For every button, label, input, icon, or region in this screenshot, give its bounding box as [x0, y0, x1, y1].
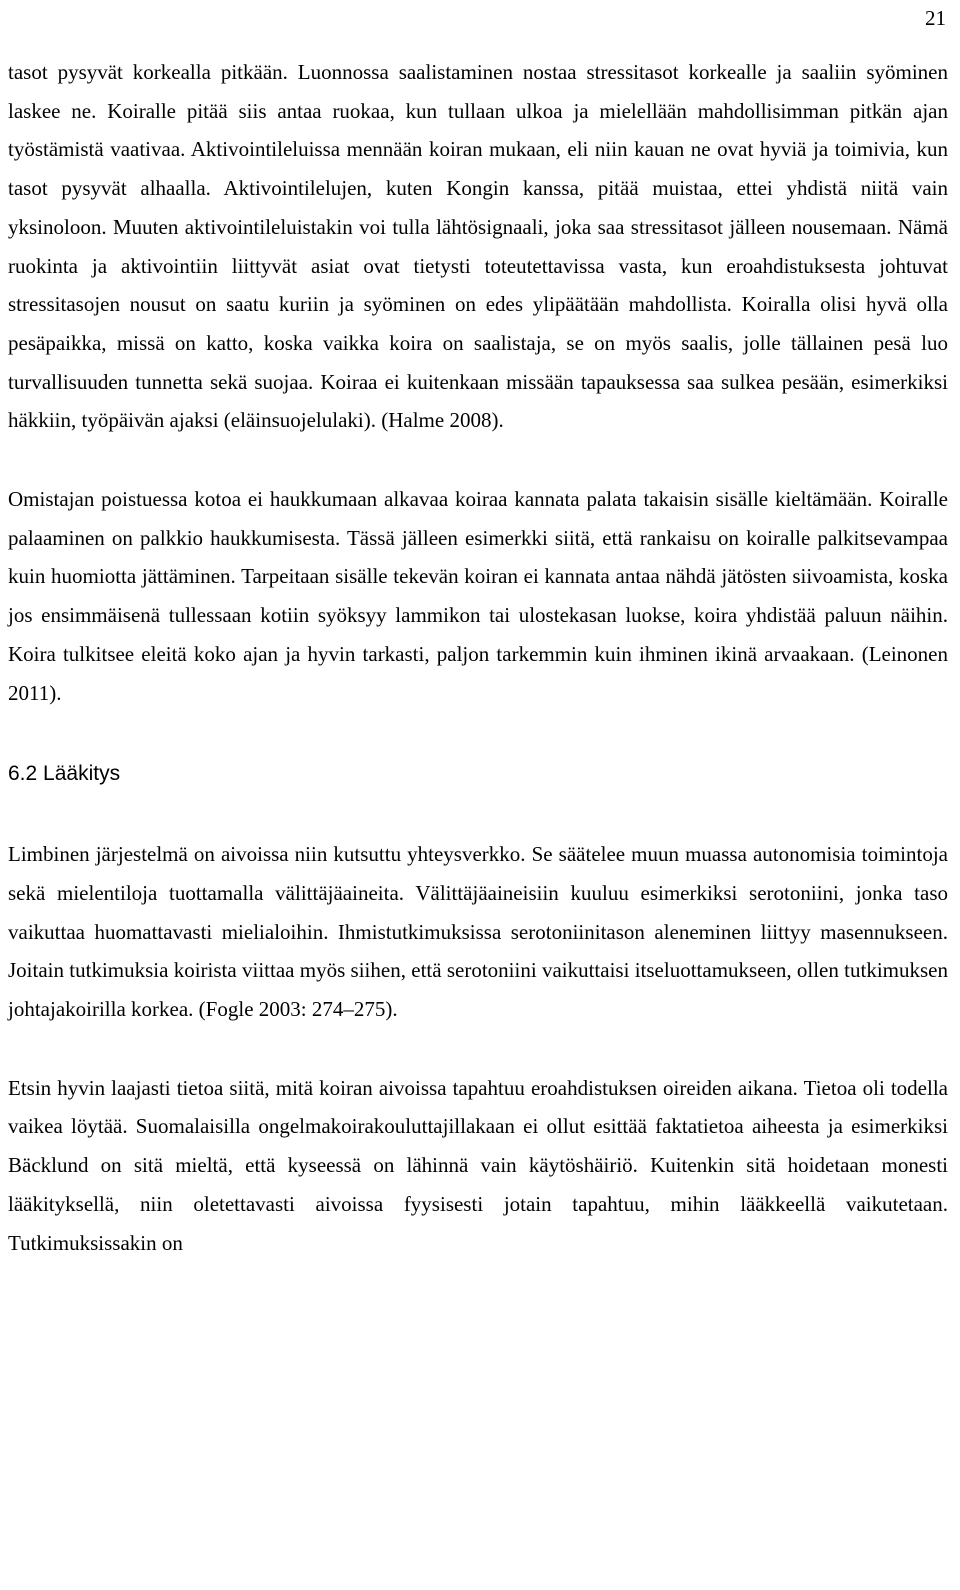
paragraph-owner-leaving: Omistajan poistuessa kotoa ei haukkumaan alkavaa koiraa kannata palata takaisin sisälle kieltämään. Koiralle palaaminen on palkkio haukkumisesta. Tässä jälleen esimerkki siitä, että rankaisu on koiralle palkitsevampaa kuin huomiotta jättäminen. Tarpeitaan sisälle tekevän koiran ei kannata antaa nähdä jätösten siivoamista, koska jos ensimmäisenä tullessaan kotiin syöksyy lammikon tai ulostekasan luokse, koira yhdistää paluun näihin. Koira tulkitsee eleitä koko ajan ja hyvin tarkasti, paljon tarkemmin kuin ihminen ikinä arvaakaan. (Leinonen 2011). — [8, 487, 948, 705]
paragraph-stress-feeding: tasot pysyvät korkealla pitkään. Luonnossa saalistaminen nostaa stressitasot korkealle ja saaliin syöminen laskee ne. Koiralle pitää siis antaa ruokaa, kun tullaan ulkoa ja mielellään mahdollisimman pitkän ajan työstämistä vaativaa. Aktivointileluissa mennään koiran mukaan, eli niin kauan ne ovat hyviä ja toimivia, kun tasot pysyvät alhaalla. Aktivointilelujen, kuten Kongin kanssa, pitää muistaa, ettei yhdistä niitä vain yksinoloon. Muuten aktivointileluistakin voi tulla lähtösignaali, joka saa stressitasot jälleen nousemaan. Nämä ruokinta ja aktivointiin liittyvät asiat ovat tietysti toteutettavissa vasta, kun eroahdistuksesta johtuvat stressitasojen nousut on saatu kuriin ja syöminen on edes ylipäätään mahdollista. Koiralla olisi hyvä olla pesäpaikka, missä on katto, koska vaikka koira on saalistaja, se on myös saalis, jolle tällainen pesä luo turvallisuuden tunnetta sekä suojaa. Koiraa ei kuitenkaan missään tapauksessa saa sulkea pesään, esimerkiksi häkkiin, työpäivän ajaksi (eläinsuojelulaki). (Halme 2008). — [8, 60, 948, 433]
page-number: 21 — [925, 6, 946, 30]
section-heading-medication: 6.2 Lääkitys — [8, 762, 121, 786]
document-body — [8, 53, 948, 1262]
paragraph-research-search: Etsin hyvin laajasti tietoa siitä, mitä koiran aivoissa tapahtuu eroahdistuksen oireiden aikana. Tietoa oli todella vaikea löytää. Suomalaisilla ongelmakoirakouluttajillakaan ei ollut esittää faktatietoa aiheesta ja esimerkiksi Bäcklund on sitä mieltä, että kyseessä on lähinnä vain käytöshäiriö. Kuitenkin sitä hoidetaan monesti lääkityksellä, niin oletettavasti aivoissa fyysisesti jotain tapahtuu, mihin lääkkeellä vaikutetaan. Tutkimuksissakin on — [8, 1075, 948, 1255]
paragraph-limbic-system: Limbinen järjestelmä on aivoissa niin kutsuttu yhteysverkko. Se säätelee muun muassa autonomisia toimintoja sekä mielentiloja tuottamalla välittäjäaineita. Välittäjäaineisiin kuuluu esimerkiksi serotoniini, jonka taso vaikuttaa huomattavasti mielialoihin. Ihmistutkimuksissa serotoniinitason aleneminen liittyy masennukseen. Joitain tutkimuksia koirista viittaa myös siihen, että serotoniini vaikuttaisi itseluottamukseen, ollen tutkimuksen johtajakoirilla korkea. (Fogle 2003: 274–275). — [8, 842, 948, 1022]
